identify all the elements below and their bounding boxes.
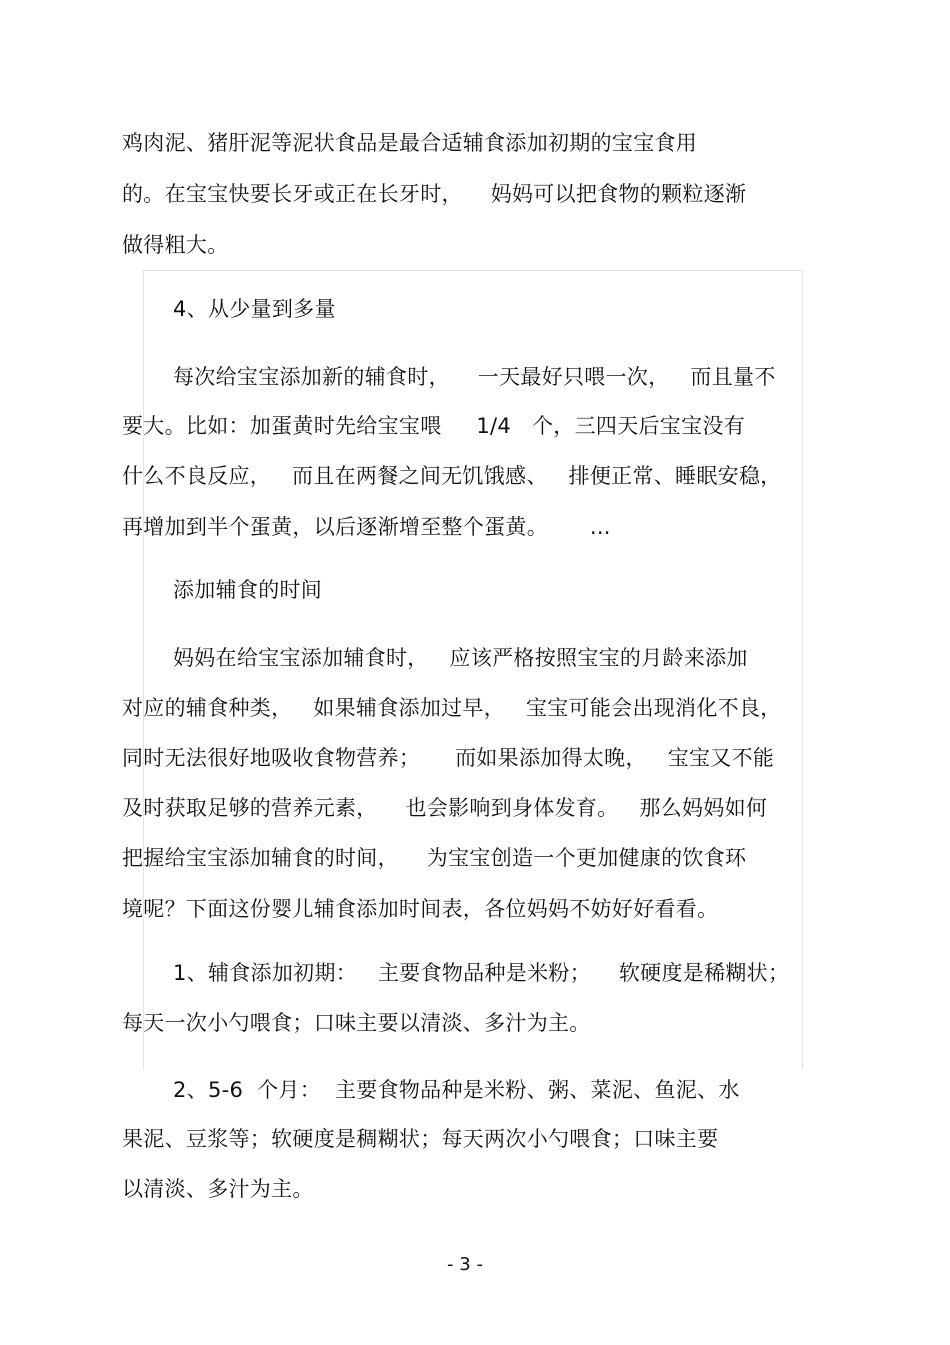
text-line: 鸡肉泥、猪肝泥等泥状食品是最合适辅食添加初期的宝宝食用 (122, 131, 698, 155)
text-line: 及时获取足够的营养元素， 也会影响到身体发育。 那么妈妈如何 (122, 796, 768, 820)
text-line: 要大。比如：加蛋黄时先给宝宝喂 1/4 个，三四天后宝宝没有 (122, 414, 745, 438)
section-heading: 4、从少量到多量 (173, 297, 336, 321)
text-line: 每天一次小勺喂食；口味主要以清淡、多汁为主。 (122, 1011, 591, 1035)
text-line: 1、辅食添加初期： 主要食物品种是米粉； 软硬度是稀糊状； (173, 961, 790, 985)
text-line: 做得粗大。 (122, 233, 229, 257)
text-line: 同时无法很好地吸收食物营养； 而如果添加得太晚， 宝宝又不能 (122, 746, 775, 770)
text-line: 妈妈在给宝宝添加辅食时， 应该严格按照宝宝的月龄来添加 (173, 646, 748, 670)
text-line: 把握给宝宝添加辅食的时间， 为宝宝创造一个更加健康的饮食环 (122, 846, 747, 870)
text-line: 的。在宝宝快要长牙或正在长牙时， 妈妈可以把食物的颗粒逐渐 (122, 182, 747, 206)
text-line: 什么不良反应， 而且在两餐之间无饥饿感、 排便正常、睡眠安稳， (122, 464, 782, 488)
text-line: 再增加到半个蛋黄，以后逐渐增至整个蛋黄。 ... (122, 515, 611, 539)
text-line: 以清淡、多汁为主。 (122, 1177, 314, 1201)
text-line: 对应的辅食种类， 如果辅食添加过早， 宝宝可能会出现消化不良， (122, 696, 782, 720)
text-line: 境呢？下面这份婴儿辅食添加时间表，各位妈妈不妨好好看看。 (122, 897, 719, 921)
page-number: - 3 - (447, 1254, 483, 1275)
text-line: 2、5-6 个月： 主要食物品种是米粉、粥、菜泥、鱼泥、水 (173, 1078, 740, 1102)
text-line: 每次给宝宝添加新的辅食时， 一天最好只喂一次， 而且量不 (173, 365, 776, 389)
section-heading: 添加辅食的时间 (173, 578, 323, 602)
text-line: 果泥、豆浆等；软硬度是稠糊状；每天两次小勺喂食；口味主要 (122, 1127, 719, 1151)
